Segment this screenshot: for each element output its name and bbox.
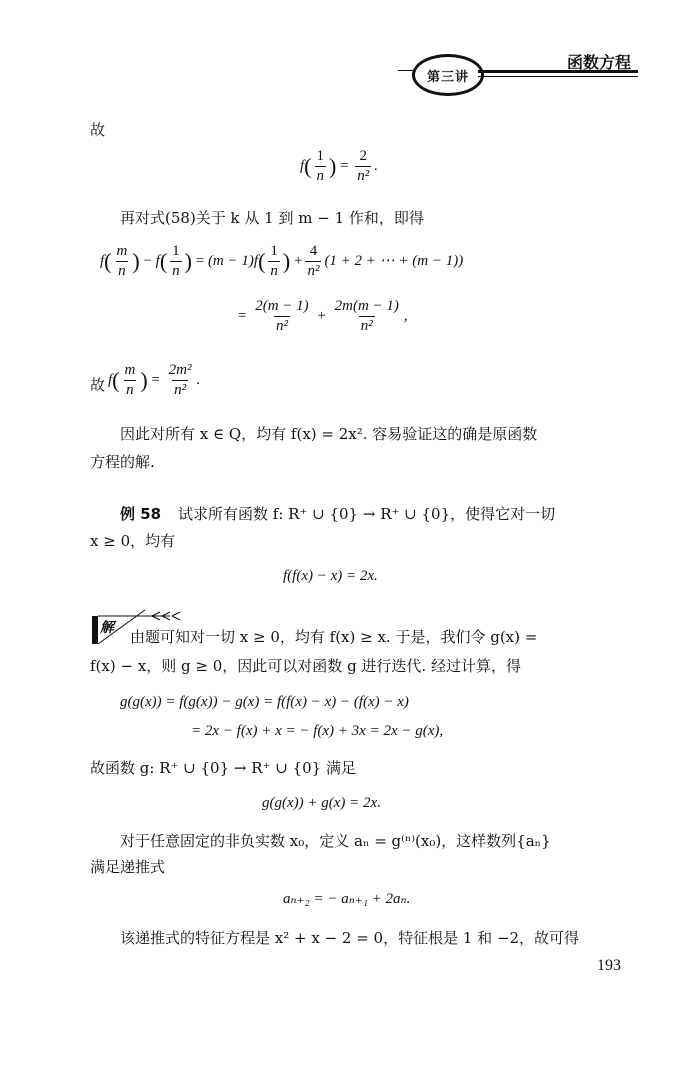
paragraph-characteristic: 该递推式的特征方程是 x² + x − 2 = 0，特征根是 1 和 −2，故可得 <box>120 929 580 947</box>
gu-label-2: 故 <box>90 376 106 394</box>
example-text-2: x ≥ 0，均有 <box>90 532 176 550</box>
equation-main: f(f(x) − x) = 2x. <box>283 568 378 584</box>
gu-label-1: 故 <box>90 121 106 139</box>
lecture-badge-label: 第三讲 <box>426 69 469 85</box>
paragraph-seq-2: 满足递推式 <box>90 858 166 876</box>
header-rule-right-thin <box>478 76 638 77</box>
page-number: 193 <box>597 957 621 974</box>
example-text-1: 试求所有函数 f: R⁺ ∪ {0} → R⁺ ∪ {0}，使得它对一切 <box>178 505 556 523</box>
paragraph-sum-intro: 再对式(58)关于 k 从 1 到 m − 1 作和，即得 <box>120 209 424 227</box>
paragraph-conclusion-1: 因此对所有 x ∈ Q，均有 f(x) = 2x². 容易验证这的确是原函数 <box>120 425 538 443</box>
paragraph-g-func: 故函数 g: R⁺ ∪ {0} → R⁺ ∪ {0} 满足 <box>90 759 356 777</box>
equation-f-m-over-n: f( $\frac{m}{n}$ ) = $\frac{\text{2m²}}{\text{n²}}$ . <box>108 362 201 398</box>
equation-gg-line-1: g(g(x)) = f(g(x)) − g(x) = f(f(x) − x) − (f(x) − x) <box>120 694 409 710</box>
lecture-badge <box>412 54 484 96</box>
solution-text-1: 由题可知对一切 x ≥ 0，均有 f(x) ≥ x. 于是，我们令 g(x) = <box>130 628 538 646</box>
equation-sum-line-1: f( $\frac{m}{n}$ ) − f( $\frac{1}{n}$ ) = (m − 1)f( $\frac{1}{n}$ ) + $\frac{4}{\text{n²}}$ (1 + 2 + ⋯ + (m − 1)) <box>100 243 464 279</box>
paragraph-conclusion-2: 方程的解. <box>90 453 155 471</box>
equation-f-1-over-n: f( $\frac{1}{n}$ ) = $\frac{2}{\text{n²}}$ . <box>300 148 379 184</box>
equation-g-final: g(g(x)) + g(x) = 2x. <box>262 795 381 811</box>
chapter-title: 函数方程 <box>567 53 632 72</box>
example-label: 例 58 <box>120 505 162 523</box>
equation-sum-line-2: = $\frac{2(m - 1)}{\text{n²}}$ + $\frac{2m(m - 1)}{\text{n²}}$ , <box>238 298 408 334</box>
paragraph-seq-1: 对于任意固定的非负实数 x₀，定义 aₙ = g⁽ⁿ⁾(x₀)，这样数列{aₙ} <box>120 832 551 850</box>
solution-label: 解 <box>100 620 114 636</box>
solution-text-2: f(x) − x，则 g ≥ 0，因此可以对函数 g 进行迭代. 经过计算，得 <box>90 657 521 675</box>
equation-recurrence: aₙ₊₂ = − aₙ₊₁ + 2aₙ. <box>283 891 411 907</box>
equation-gg-line-2: = 2x − f(x) + x = − f(x) + 3x = 2x − g(x), <box>191 723 444 739</box>
